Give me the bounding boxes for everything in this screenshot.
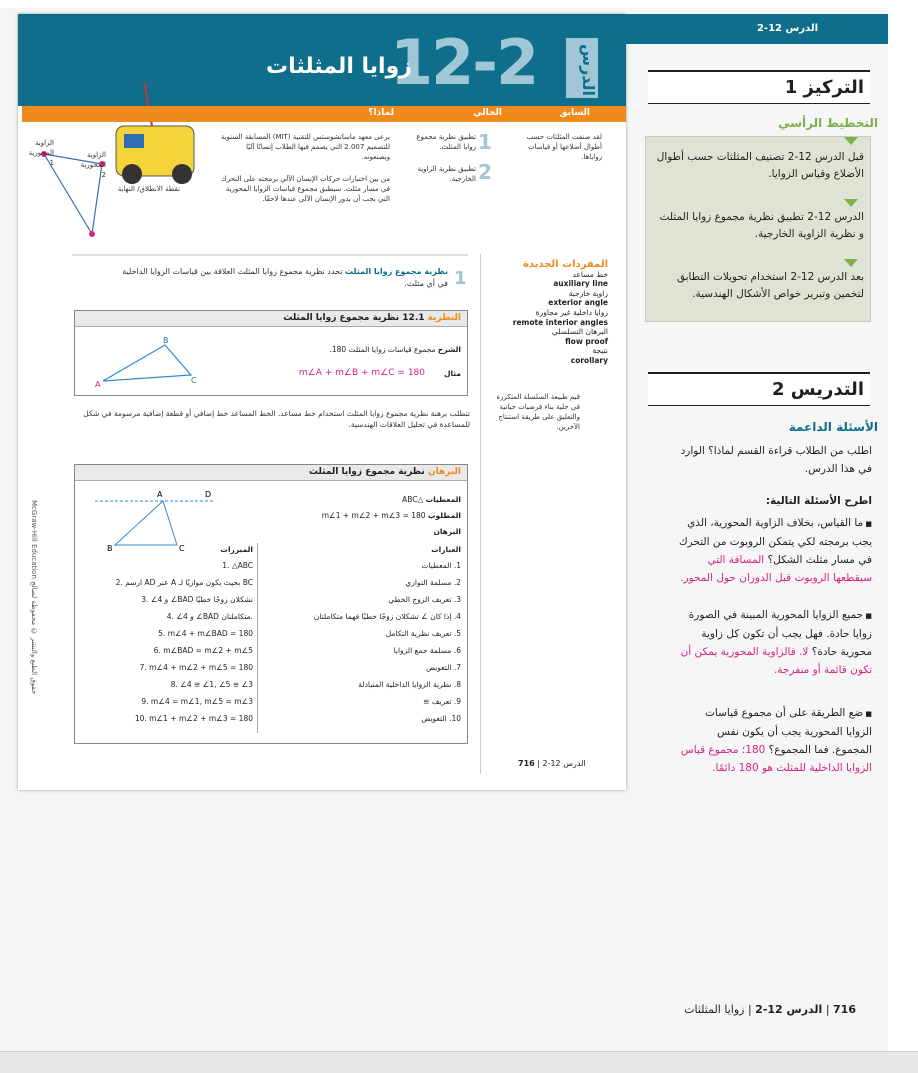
theorem-triangle [95, 337, 195, 389]
robot-illustration [24, 74, 234, 244]
svg-text:D: D [205, 490, 212, 499]
svg-text:A: A [95, 380, 101, 389]
question-1: ■ ما القياس، بخلاف الزاوية المحورية، الذي يجب برمجته لكي يتمكن الروبوت من التحرك في مسار مثلث الشكل؟ المسافة التي سيقطعها الروبوت قبل الدوران حول المحور. [676, 514, 872, 587]
proof-statement: 9. m∠4 = m∠1, m∠5 = m∠3 [141, 697, 253, 706]
vocab-term: exterior angle [548, 298, 608, 308]
now-label: الحالي [473, 108, 502, 118]
why-text: يرعى معهد ماساتشوستس للتقنية (MIT) المسابقة السنوية للتصميم 2.007 التي يصمم فيها الطلاب إنسانًا آليًا ويصنعونه. [220, 133, 390, 161]
vocab-term: remote interior angles [512, 317, 608, 327]
auxiliary-line-text: تتطلب برهنة نظرية مجموع زوايا المثلث استخدام خط مساعد. الخط المساعد خط إضافي أو قطعة إضافية مرسومة في شكل للمساعدة في تحليل العلاقات الهندسية. [83, 409, 470, 429]
proof-reason: 6. مسلمة جمع الزوايا [393, 646, 461, 655]
vocab-term: auxiliary line [553, 279, 608, 289]
svg-text:C: C [179, 544, 185, 553]
vocabulary-panel [486, 260, 608, 366]
vocab-term: البرهان التسلسلي [551, 327, 608, 337]
now-item-1: تطبيق نظرية مجموع زوايا المثلث. [416, 133, 476, 151]
side-credit: McGraw-Hill Education حقوق الطبع والنشر © محفوظة لصالح [30, 500, 38, 695]
proof-reason: 1. المعطيات [421, 561, 461, 570]
sq-intro: اطلب من الطلاب قراءة القسم لماذا؟ الوارد في هذا الدرس. [680, 445, 872, 475]
then-label: السابق [559, 108, 590, 118]
vocab-term: خط مساعد [572, 269, 608, 279]
proof-reason: 8. نظرية الزوايا الداخلية المتبادلة [358, 680, 461, 689]
proof-statement: 6. m∠BAD = m∠2 + m∠5 [153, 646, 253, 655]
pivot-label-2: الزاوية المحورية 2 [80, 151, 106, 179]
proof-reason: 3. تعريف الزوج الخطي [388, 595, 461, 604]
vocab-term: corollary [570, 355, 608, 365]
pivot-label-3: نقطة الانطلاق/ النهاية [117, 185, 180, 193]
theorem-box: النظرية 12.1 نظرية مجموع زوايا المثلث A B C الشرح مجموع قياسات زوايا المثلث 180. مثال m∠A + m∠B + m∠C = 180 [74, 310, 468, 396]
proof-statement: 1. △ABC [222, 561, 253, 570]
vocab-title: المفردات الجديدة [523, 259, 608, 270]
proof-header: البرهان نظرية مجموع زوايا المثلث [75, 465, 467, 481]
proof-statement: 7. m∠4 + m∠2 + m∠5 = 180 [139, 663, 253, 672]
svg-text:B: B [107, 544, 113, 553]
proof-reason: 10. التعويض [421, 714, 461, 723]
practice-note: قيم طبيعة السلسلة المتكررة في جلية بناء فرضيات حياتية والتعليق على طريقة استنتاج الآخرين. [496, 393, 580, 431]
svg-text:B: B [163, 336, 169, 345]
theorem-equation: m∠A + m∠B + m∠C = 180 [298, 368, 425, 378]
page-footer: 716 | الدرس 12-2 | زوايا المثلثات [684, 1003, 856, 1016]
vocab-term: flow proof [565, 336, 608, 346]
after-text: بعد الدرس 12-2 استخدام تحويلات التطابق لتخمين وتبرير خواص الأشكال الهندسية. [676, 271, 864, 300]
proof-box: البرهان نظرية مجموع زوايا المثلث A D B C المعطيات △ABC المطلوب m∠1 + m∠2 + m∠3 = 180 البرهان العبارات المبررات 1. △ABC 1. المعطيات 2. ارسم AD عبر A بحيث يكون موازيًا لـ BC 2. مسلمة التوازي 3. ∠4 و ∠BAD تشكلان زوجًا خطيًا 3. تعريف الزوج الخطي 4. ∠4 و ∠BAD متكاملتان. 4. إذا كان ∠ تشكلان زوجًا خطيًا فهما متكاملتان 5. m∠4 + m∠BAD = 180 5. تعريف نظرية التكامل 6. m∠BAD = m∠2 + m∠5 6. مسلمة جمع الزوايا 7. m∠4 + m∠2 + m∠5 = 180 7. التعويض 8. ∠4 ≅ ∠1, ∠5 ≅ ∠3 8. نظرية الزوايا الداخلية المتبادلة 9. m∠4 = m∠1, m∠5 = m∠3 9. تعريف ≅ 10. m∠1 + m∠2 + m∠3 = 180 10. التعويض [74, 464, 468, 744]
now-text: الدرس 12-2 تطبيق نظرية مجموع زوايا المثلث و نظرية الزاوية الخارجية. [659, 211, 864, 240]
proof-reason: 7. التعويض [426, 663, 461, 672]
theorem-header: النظرية 12.1 نظرية مجموع زوايا المثلث [75, 311, 467, 327]
vertical-planning: التخطيط الرأسي [778, 116, 878, 130]
te-lesson-bar: الدرس 12-2 [626, 14, 888, 44]
proof-statement: 5. m∠4 + m∠BAD = 180 [158, 629, 253, 638]
proof-statement: 2. ارسم AD عبر A بحيث يكون موازيًا لـ BC [115, 578, 253, 587]
pivot-label-1: الزاوية المحورية 1 [28, 139, 54, 167]
svg-text:A: A [157, 490, 163, 499]
scaffolding-title: الأسئلة الداعمة [788, 420, 878, 434]
question-3: ■ ضع الطريقة على أن مجموع قياسات الزوايا المحورية يجب أن يكون نفس المجموع. فما المجموع؟ 180؛ مجموع قياس الزوايا الداخلية للمثلث هو 180 دائمًا. [676, 704, 872, 777]
lesson-number: 12-2 [390, 26, 538, 99]
bottom-bar [0, 1051, 918, 1073]
ask-heading: اطرح الأسئلة التالية: [765, 495, 872, 507]
student-page: 12-2 الدرس زوايا المثلثات الزاوية المحورية 1 الزاوية المحورية 2 نقطة الانطلاق/ النهاية السابق الحالي لماذا؟ لقد صنفت المثلثات حسب أطوال أضلاعها أو قياسات زواياها. 1 تطبيق نظرية مجموع زوايا المثلث. 2 تطبيق نظرية الزاوية الخارجية. يرعى معهد ماساتشوستس للتقنية (MIT) المسابقة السنوية للتصميم 2.007 التي يصمم فيها الطلاب إنسانًا آليًا ويصنعونه. من بين اختبارات حركات الإنسان الآلي برمجته على التحرك في مسار مثلث. سيطبق مجموع قياسات الزوايا المحورية التي يجب أن يدور الإنسان الآلي عندها لاحقًا. 1 نظرية مجموع زوايا المثلث تحدد نظرية مجموع زوايا المثلث العلاقة بين قياسات الزوايا الداخلية في أي مثلث. النظرية 12.1 نظرية مجموع زوايا المثلث A B C الشرح مجموع قياسات زوايا المثلث 180. مثال m∠A + m∠B + m∠C = 180 تتطلب برهنة نظرية مجموع زوايا المثلث استخدام خط مساعد. الخط المساعد خط إضافي أو قطعة إضافية مرسومة في شكل للمساعدة في تحليل العلاقات الهندسية. البرهان نظرية مجموع زوايا المثلث A D B C المعطيات △ABC المطلوب m∠1 + m∠2 + m∠3 = 180 البرهان العبارات المبررات 1. △ABC 1. المعطيات 2. ارسم AD عبر A بحيث يكون موازيًا لـ BC 2. مسلمة التوازي 3. ∠4 و ∠BAD تشكلان زوجًا خطيًا 3. تعريف الزوج الخطي 4. ∠4 و ∠BAD متكاملتان. 4. إذا كان ∠ تشكلان زوجًا خطيًا فهما متكاملتان 5. m∠4 + m∠BAD = 180 5. تعريف نظرية التكامل 6. m∠BAD = m∠2 + m∠5 6. مسلمة جمع الزوايا 7. m∠4 + m∠2 + m∠5 = 180 7. التعويض 8. ∠4 ≅ ∠1, ∠5 ≅ ∠3 8. نظرية الزوايا الداخلية المتبادلة 9. m∠4 = m∠1, m∠5 = m∠3 9. تعريف ≅ 10. m∠1 + m∠2 + m∠3 = 180 10. التعويض المفردات الجديدة خط مساعد auxiliary line زاوية خارجية exterior angle زوايا داخلية غير مجاورة remote interior angles البرهان التسلسلي flow proof نتيجة corollary قيم طبيعة السلسلة المتكررة في جلية بناء فرضيات حياتية والتعليق على طريقة استنتاج الآخرين. الدرس 12-2 | 716 [18, 14, 626, 790]
then-now-why-bar [22, 106, 626, 122]
proof-statement: 10. m∠1 + m∠2 + m∠3 = 180 [134, 714, 253, 723]
question-2: ■ جميع الزوايا المحورية المبينة في الصورة زوايا حادة. فهل يجب أن تكون كل زاوية محورية حادة؟ لا. فالزاوية المحورية يمكن أن تكون قائمة أو منفرجة. [676, 606, 872, 679]
svg-text:C: C [191, 376, 197, 385]
planning-box [645, 136, 871, 322]
vocab-term: نتيجة [592, 346, 608, 356]
lesson-word: الدرس [566, 38, 598, 98]
proof-reason: 4. إذا كان ∠ تشكلان زوجًا خطيًا فهما متكاملتان [313, 612, 461, 621]
why-label: لماذا؟ [368, 108, 394, 118]
why-text-2: من بين اختبارات حركات الإنسان الآلي برمجته على التحرك في مسار مثلث. سيطبق مجموع قياسات الزوايا المحورية التي يجب أن يدور الإنسان الآلي عندها لاحقًا. [221, 175, 390, 203]
proof-reason: 9. تعريف ≅ [423, 697, 461, 706]
vocab-term: زوايا داخلية غير مجاورة [535, 307, 608, 317]
before-text: قبل الدرس 12-2 تصنيف المثلثات حسب أطوال الأضلاع وقياس الزوايا. [656, 151, 864, 180]
section-1-intro: نظرية مجموع زوايا المثلث تحدد نظرية مجموع زوايا المثلث العلاقة بين قياسات الزوايا الداخلية في أي مثلث. [122, 267, 448, 288]
proof-reason: 5. تعريف نظرية التكامل [385, 629, 461, 638]
proof-reason: 2. مسلمة التوازي [405, 578, 461, 587]
now-item-2: تطبيق نظرية الزاوية الخارجية. [417, 165, 476, 183]
vocab-term: زاوية خارجية [568, 288, 608, 298]
student-page-footer: الدرس 12-2 | 716 [518, 759, 586, 768]
proof-diagram [95, 489, 215, 553]
proof-statement: 3. ∠4 و ∠BAD تشكلان زوجًا خطيًا [141, 595, 253, 604]
then-text: لقد صنفت المثلثات حسب أطوال أضلاعها أو قياسات زواياها. [526, 133, 602, 161]
proof-statement: 4. ∠4 و ∠BAD متكاملتان. [166, 612, 253, 621]
proof-statement: 8. ∠4 ≅ ∠1, ∠5 ≅ ∠3 [170, 680, 253, 689]
focus-heading: 1 التركيز [648, 70, 870, 104]
teach-heading: 2 التدريس [648, 372, 870, 406]
page-title: زوايا المثلثات [266, 54, 412, 79]
